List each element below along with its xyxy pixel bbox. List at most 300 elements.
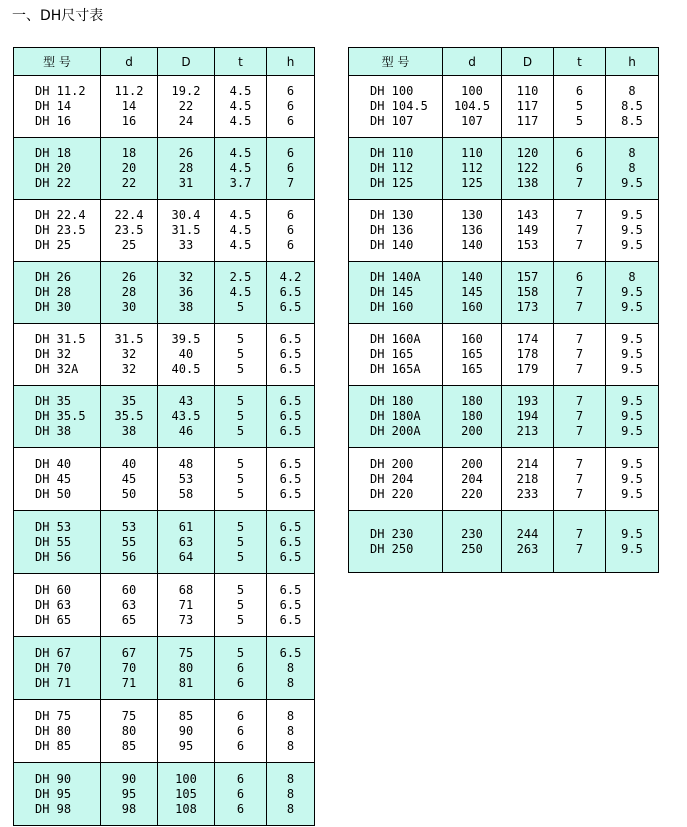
cell-value-h: 8.5 <box>621 99 643 113</box>
cell-value-h: 8 <box>628 161 636 175</box>
cell-value-h: 8.5 <box>621 114 643 128</box>
cell-value-t: 6 <box>236 660 245 675</box>
cell-value-model: DH 180 <box>370 394 414 408</box>
cell-value-d: 65 <box>121 612 137 627</box>
cell-model <box>349 76 443 138</box>
page-title: 一、DH尺寸表 <box>12 8 104 24</box>
cell-value-h: 6.5 <box>279 597 302 612</box>
cell-big-d <box>158 138 215 200</box>
cell-value-t: 5 <box>236 332 245 346</box>
cell-model <box>349 200 443 262</box>
cell-h <box>267 262 315 324</box>
cell-d <box>443 324 502 386</box>
cell-value-d: 11.2 <box>114 84 144 98</box>
cell-value-t: 5 <box>236 597 245 612</box>
cell-value-model: DH 55 <box>35 534 72 549</box>
cell-value-big-d: 28 <box>178 161 194 175</box>
cell-value-d: 50 <box>121 486 137 501</box>
cell-h <box>267 448 315 511</box>
cell-value-big-d: 143 <box>516 208 539 222</box>
cell-value-d: 31.5 <box>114 332 144 346</box>
cell-value-big-d: 153 <box>516 238 539 252</box>
cell-value-t: 5 <box>236 534 245 549</box>
table-row-group <box>14 763 315 826</box>
cell-d <box>101 700 158 763</box>
cell-value-model: DH 180A <box>370 409 421 423</box>
cell-value-t: 5 <box>236 582 245 597</box>
cell-big-d <box>158 262 215 324</box>
cell-value-model: DH 32 <box>35 347 72 361</box>
cell-d <box>443 448 502 511</box>
cell-value-big-d: 174 <box>516 332 539 346</box>
col-header-d: d <box>101 48 158 76</box>
cell-value-d: 26 <box>121 270 137 284</box>
table-row-group <box>14 448 315 511</box>
cell-value-h: 9.5 <box>621 285 643 299</box>
cell-value-t: 7 <box>575 471 584 486</box>
cell-value-big-d: 138 <box>516 176 539 190</box>
cell-value-big-d: 108 <box>175 801 197 816</box>
cell-t <box>554 448 606 511</box>
cell-value-big-d: 39.5 <box>171 332 201 346</box>
cell-value-model: DH 250 <box>370 541 414 556</box>
cell-value-t: 3.7 <box>229 176 252 190</box>
cell-value-t: 7 <box>575 300 584 314</box>
cell-value-model: DH 28 <box>35 285 72 299</box>
cell-big-d <box>502 386 554 448</box>
cell-h <box>267 763 315 826</box>
cell-value-t: 4.5 <box>229 114 252 128</box>
cell-value-model: DH 204 <box>370 471 414 486</box>
cell-t <box>215 700 267 763</box>
cell-value-model: DH 80 <box>35 723 72 738</box>
cell-value-t: 5 <box>236 456 245 471</box>
cell-value-d: 14 <box>121 99 137 113</box>
cell-value-model: DH 32A <box>35 362 79 376</box>
cell-value-d: 95 <box>121 786 137 801</box>
cell-d <box>443 76 502 138</box>
cell-value-h: 6.5 <box>279 409 302 423</box>
cell-value-d: 28 <box>121 285 137 299</box>
cell-value-t: 5 <box>236 486 245 501</box>
cell-big-d <box>502 448 554 511</box>
cell-model <box>14 324 101 386</box>
cell-d <box>101 448 158 511</box>
cell-value-big-d: 117 <box>516 99 539 113</box>
cell-value-model: DH 107 <box>370 114 414 128</box>
cell-value-big-d: 40.5 <box>171 362 201 376</box>
cell-value-h: 6 <box>286 208 295 222</box>
cell-value-d: 200 <box>461 424 483 438</box>
cell-d <box>101 763 158 826</box>
cell-big-d <box>158 448 215 511</box>
cell-value-h: 6 <box>286 161 295 175</box>
cell-value-t: 4.5 <box>229 84 252 98</box>
cell-value-h: 9.5 <box>621 362 643 376</box>
cell-h <box>267 386 315 448</box>
cell-value-h: 4.2 <box>279 270 302 284</box>
cell-value-h: 6.5 <box>279 519 302 534</box>
cell-value-big-d: 81 <box>178 675 194 690</box>
cell-value-t: 4.5 <box>229 146 252 160</box>
cell-value-big-d: 100 <box>175 771 197 786</box>
cell-value-h: 9.5 <box>621 424 643 438</box>
cell-value-big-d: 122 <box>516 161 539 175</box>
cell-t <box>554 200 606 262</box>
cell-value-model: DH 56 <box>35 549 72 564</box>
cell-h <box>267 700 315 763</box>
cell-d <box>443 511 502 573</box>
cell-value-h: 9.5 <box>621 394 643 408</box>
cell-value-h: 9.5 <box>621 409 643 423</box>
cell-value-model: DH 110 <box>370 146 414 160</box>
table-row-group <box>349 448 659 511</box>
cell-value-h: 8 <box>628 84 636 98</box>
cell-value-model: DH 30 <box>35 300 72 314</box>
cell-value-model: DH 38 <box>35 424 72 438</box>
cell-value-big-d: 173 <box>516 300 539 314</box>
cell-value-d: 70 <box>121 660 137 675</box>
cell-h <box>606 448 659 511</box>
cell-value-t: 4.5 <box>229 208 252 222</box>
cell-value-d: 60 <box>121 582 137 597</box>
cell-value-d: 75 <box>121 708 137 723</box>
cell-t <box>554 76 606 138</box>
cell-value-t: 5 <box>236 394 245 408</box>
cell-value-d: 112 <box>461 161 483 175</box>
cell-value-h: 6.5 <box>279 456 302 471</box>
cell-model <box>14 763 101 826</box>
cell-model <box>14 700 101 763</box>
cell-t <box>215 386 267 448</box>
cell-value-t: 6 <box>236 801 245 816</box>
cell-value-model: DH 22 <box>35 176 72 190</box>
cell-value-t: 6 <box>575 270 584 284</box>
cell-big-d <box>158 700 215 763</box>
cell-value-h: 9.5 <box>621 300 643 314</box>
cell-value-d: 140 <box>461 270 483 284</box>
cell-t <box>554 138 606 200</box>
cell-value-big-d: 214 <box>516 456 539 471</box>
cell-value-h: 6 <box>286 238 295 252</box>
cell-value-big-d: 68 <box>178 582 194 597</box>
cell-value-big-d: 71 <box>178 597 194 612</box>
cell-value-big-d: 38 <box>178 300 194 314</box>
cell-value-d: 250 <box>461 541 483 556</box>
cell-value-h: 6 <box>286 99 295 113</box>
cell-model <box>349 511 443 573</box>
cell-h <box>267 511 315 574</box>
cell-value-model: DH 65 <box>35 612 72 627</box>
cell-value-h: 6 <box>286 223 295 237</box>
col-header-model: 型 号 <box>14 48 101 76</box>
cell-value-d: 160 <box>461 300 483 314</box>
cell-value-h: 9.5 <box>621 332 643 346</box>
cell-value-h: 6.5 <box>279 362 302 376</box>
cell-big-d <box>158 511 215 574</box>
cell-value-h: 6.5 <box>279 534 302 549</box>
cell-value-t: 5 <box>236 300 245 314</box>
cell-value-t: 4.5 <box>229 161 252 175</box>
cell-h <box>606 200 659 262</box>
cell-value-t: 4.5 <box>229 238 252 252</box>
cell-value-model: DH 31.5 <box>35 332 86 346</box>
cell-value-d: 30 <box>121 300 137 314</box>
cell-d <box>101 637 158 700</box>
cell-value-big-d: 105 <box>175 786 197 801</box>
cell-value-big-d: 26 <box>178 146 194 160</box>
cell-t <box>215 262 267 324</box>
cell-value-t: 6 <box>236 738 245 753</box>
cell-model <box>349 448 443 511</box>
cell-t <box>215 76 267 138</box>
cell-value-model: DH 136 <box>370 223 414 237</box>
cell-d <box>443 138 502 200</box>
cell-t <box>554 262 606 324</box>
cell-t <box>215 763 267 826</box>
cell-value-h: 6 <box>286 84 295 98</box>
cell-value-big-d: 61 <box>178 519 194 534</box>
cell-value-big-d: 40 <box>178 347 194 361</box>
cell-value-model: DH 14 <box>35 99 72 113</box>
cell-value-big-d: 85 <box>178 708 194 723</box>
table-row-group <box>14 637 315 700</box>
cell-value-d: 204 <box>461 471 483 486</box>
cell-value-t: 5 <box>236 612 245 627</box>
cell-big-d <box>158 200 215 262</box>
cell-h <box>606 386 659 448</box>
cell-value-d: 56 <box>121 549 137 564</box>
cell-value-t: 2.5 <box>229 270 252 284</box>
cell-value-d: 35 <box>121 394 137 408</box>
cell-model <box>14 200 101 262</box>
cell-value-big-d: 120 <box>516 146 539 160</box>
cell-value-t: 6 <box>575 161 584 175</box>
table-row-group <box>349 386 659 448</box>
cell-value-big-d: 193 <box>516 394 539 408</box>
cell-t <box>215 138 267 200</box>
cell-value-d: 107 <box>461 114 483 128</box>
cell-value-model: DH 165 <box>370 347 414 361</box>
cell-value-t: 5 <box>236 362 245 376</box>
cell-value-big-d: 95 <box>178 738 194 753</box>
cell-value-model: DH 90 <box>35 771 72 786</box>
cell-big-d <box>502 324 554 386</box>
cell-value-t: 6 <box>236 723 245 738</box>
cell-h <box>267 76 315 138</box>
cell-h <box>606 138 659 200</box>
cell-value-model: DH 70 <box>35 660 72 675</box>
cell-value-h: 9.5 <box>621 208 643 222</box>
cell-value-big-d: 158 <box>516 285 539 299</box>
cell-t <box>215 637 267 700</box>
cell-value-big-d: 149 <box>516 223 539 237</box>
cell-value-d: 140 <box>461 238 483 252</box>
cell-value-d: 22 <box>121 176 137 190</box>
cell-value-d: 85 <box>121 738 137 753</box>
cell-value-model: DH 75 <box>35 708 72 723</box>
cell-d <box>101 138 158 200</box>
cell-h <box>606 324 659 386</box>
cell-value-d: 25 <box>121 238 137 252</box>
table-row-group <box>14 262 315 324</box>
cell-d <box>101 200 158 262</box>
cell-value-d: 180 <box>461 394 483 408</box>
cell-value-h: 8 <box>286 786 295 801</box>
cell-d <box>101 324 158 386</box>
cell-value-h: 8 <box>628 270 636 284</box>
cell-value-t: 7 <box>575 526 584 541</box>
cell-value-big-d: 36 <box>178 285 194 299</box>
cell-value-model: DH 20 <box>35 161 72 175</box>
cell-value-big-d: 218 <box>516 471 539 486</box>
cell-t <box>554 511 606 573</box>
cell-value-model: DH 160A <box>370 332 421 346</box>
cell-big-d <box>502 262 554 324</box>
cell-big-d <box>502 200 554 262</box>
cell-value-t: 5 <box>236 549 245 564</box>
dh-size-table-left <box>13 47 315 826</box>
col-header-t: t <box>215 48 267 76</box>
cell-value-t: 7 <box>575 409 584 423</box>
cell-value-big-d: 33 <box>178 238 194 252</box>
cell-value-h: 8 <box>286 675 295 690</box>
cell-value-d: 18 <box>121 146 137 160</box>
cell-value-t: 7 <box>575 208 584 222</box>
cell-value-model: DH 45 <box>35 471 72 486</box>
cell-value-h: 9.5 <box>621 347 643 361</box>
cell-value-model: DH 112 <box>370 161 414 175</box>
cell-value-big-d: 24 <box>178 114 194 128</box>
cell-model <box>14 574 101 637</box>
cell-value-model: DH 145 <box>370 285 414 299</box>
cell-value-t: 5 <box>236 471 245 486</box>
cell-value-model: DH 125 <box>370 176 414 190</box>
cell-d <box>101 262 158 324</box>
cell-h <box>267 637 315 700</box>
cell-big-d <box>158 763 215 826</box>
cell-t <box>554 324 606 386</box>
cell-value-d: 100 <box>461 84 483 98</box>
cell-value-big-d: 58 <box>178 486 194 501</box>
cell-value-big-d: 75 <box>178 645 194 660</box>
cell-model <box>14 448 101 511</box>
cell-value-big-d: 43 <box>178 394 194 408</box>
cell-value-d: 32 <box>121 362 137 376</box>
table-row-group <box>14 200 315 262</box>
cell-value-big-d: 117 <box>516 114 539 128</box>
cell-h <box>606 76 659 138</box>
cell-model <box>14 637 101 700</box>
cell-value-big-d: 46 <box>178 424 194 438</box>
cell-h <box>606 262 659 324</box>
cell-model <box>349 324 443 386</box>
cell-value-h: 8 <box>286 708 295 723</box>
cell-value-t: 7 <box>575 238 584 252</box>
table-row-group <box>14 76 315 138</box>
cell-value-t: 7 <box>575 541 584 556</box>
cell-value-t: 5 <box>236 409 245 423</box>
cell-value-big-d: 53 <box>178 471 194 486</box>
cell-value-model: DH 100 <box>370 84 414 98</box>
cell-big-d <box>158 324 215 386</box>
table-row-group <box>349 76 659 138</box>
cell-h <box>267 324 315 386</box>
cell-big-d <box>158 76 215 138</box>
table-header-row <box>349 48 659 76</box>
cell-value-d: 55 <box>121 534 137 549</box>
cell-t <box>215 448 267 511</box>
cell-value-h: 6.5 <box>279 285 302 299</box>
cell-value-model: DH 16 <box>35 114 72 128</box>
col-header-big-d: D <box>502 48 554 76</box>
cell-value-model: DH 220 <box>370 486 414 501</box>
cell-value-h: 9.5 <box>621 541 643 556</box>
cell-value-d: 230 <box>461 526 483 541</box>
cell-big-d <box>502 76 554 138</box>
cell-value-t: 4.5 <box>229 223 252 237</box>
cell-value-big-d: 43.5 <box>171 409 201 423</box>
cell-value-t: 6 <box>236 771 245 786</box>
cell-value-model: DH 160 <box>370 300 414 314</box>
cell-value-h: 9.5 <box>621 486 643 501</box>
cell-value-h: 9.5 <box>621 223 643 237</box>
cell-value-d: 23.5 <box>114 223 144 237</box>
cell-value-d: 130 <box>461 208 483 222</box>
cell-value-d: 20 <box>121 161 137 175</box>
cell-value-t: 7 <box>575 332 584 346</box>
cell-value-big-d: 48 <box>178 456 194 471</box>
cell-value-t: 5 <box>236 424 245 438</box>
col-header-model: 型 号 <box>349 48 443 76</box>
cell-value-d: 220 <box>461 486 483 501</box>
table-row-group <box>349 324 659 386</box>
cell-value-h: 8 <box>286 771 295 786</box>
cell-h <box>267 138 315 200</box>
cell-value-model: DH 50 <box>35 486 72 501</box>
cell-value-t: 7 <box>575 347 584 361</box>
cell-t <box>215 574 267 637</box>
cell-value-h: 6.5 <box>279 471 302 486</box>
cell-value-t: 6 <box>575 84 584 98</box>
cell-value-d: 45 <box>121 471 137 486</box>
cell-d <box>101 386 158 448</box>
cell-value-t: 7 <box>575 456 584 471</box>
cell-value-big-d: 19.2 <box>171 84 201 98</box>
cell-value-big-d: 22 <box>178 99 194 113</box>
cell-value-big-d: 179 <box>516 362 539 376</box>
cell-big-d <box>158 637 215 700</box>
cell-d <box>443 386 502 448</box>
cell-value-big-d: 233 <box>516 486 539 501</box>
table-row-group <box>349 200 659 262</box>
cell-value-big-d: 157 <box>516 270 539 284</box>
cell-value-big-d: 244 <box>516 526 539 541</box>
cell-value-d: 90 <box>121 771 137 786</box>
cell-value-h: 9.5 <box>621 471 643 486</box>
cell-value-model: DH 35 <box>35 394 72 408</box>
cell-value-model: DH 104.5 <box>370 99 428 113</box>
cell-value-model: DH 95 <box>35 786 72 801</box>
table-row-group <box>349 511 659 573</box>
cell-value-model: DH 40 <box>35 456 72 471</box>
cell-value-big-d: 80 <box>178 660 194 675</box>
cell-value-model: DH 98 <box>35 801 72 816</box>
cell-t <box>215 511 267 574</box>
cell-value-model: DH 22.4 <box>35 208 86 222</box>
cell-value-t: 5 <box>575 99 584 113</box>
table-row-group <box>14 386 315 448</box>
